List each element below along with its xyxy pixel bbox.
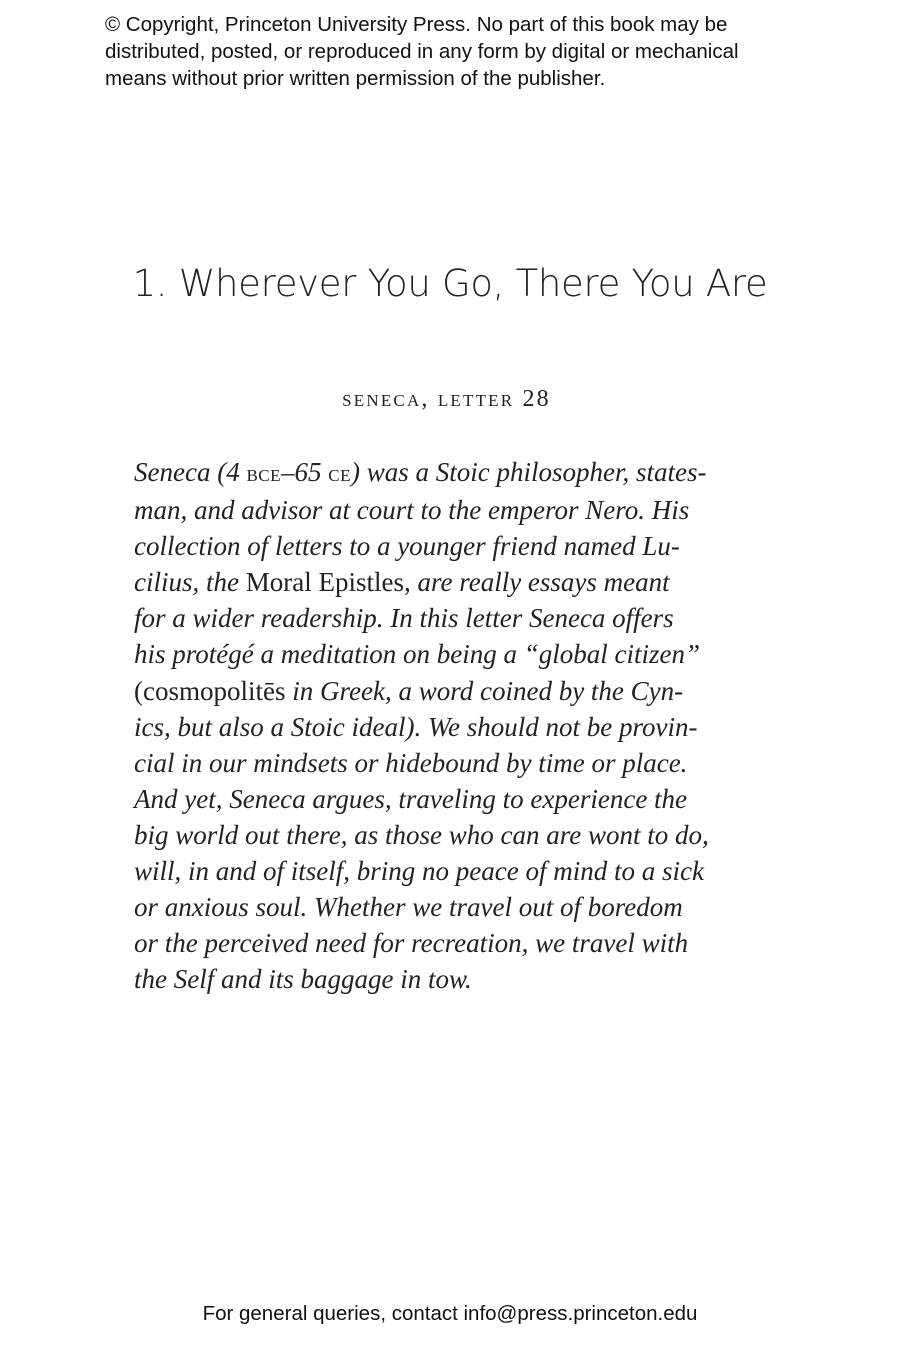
era-abbreviation: bce	[246, 461, 282, 487]
copyright-notice	[105, 11, 825, 92]
intro-line	[134, 564, 774, 600]
intro-line: will, in and of itself, bring no peace of mind to a sick	[134, 856, 704, 887]
intro-line: collection of letters to a younger friend named Lu-	[134, 531, 680, 562]
intro-line: cial in our mindsets or hidebound by time or place.	[134, 747, 688, 778]
copyright-line: means without prior written permission of the publisher.	[105, 67, 606, 90]
intro-text: , are really essays meant	[403, 567, 670, 598]
intro-line: or anxious soul. Whether we travel out of boredom	[134, 892, 683, 923]
intro-text: in Greek, a word coined by the Cyn-	[285, 675, 684, 706]
intro-line: man, and advisor at court to the emperor Nero. His	[134, 495, 690, 526]
intro-line: And yet, Seneca argues, traveling to experience the	[134, 783, 688, 814]
intro-text: (	[134, 675, 143, 706]
intro-line: big world out there, as those who can are wont to do,	[134, 819, 709, 850]
intro-line	[134, 454, 774, 492]
intro-line: his protégé a meditation on being a “global citizen”	[134, 639, 700, 670]
copyright-line: distributed, posted, or reproduced in any form by digital or mechanical	[105, 40, 739, 63]
book-title: Moral Epistles	[245, 567, 404, 598]
era-abbreviation: ce	[328, 461, 351, 487]
greek-term: cosmopolitēs	[143, 675, 286, 706]
chapter-source: seneca, letter 28	[342, 386, 551, 412]
intro-line: for a wider readership. In this letter Seneca offers	[134, 603, 674, 634]
intro-text: –65	[281, 457, 329, 487]
contact-footer: For general queries, contact info@press.princeton.edu	[202, 1302, 698, 1325]
chapter-introduction	[134, 454, 774, 997]
intro-line: the Self and its baggage in tow.	[134, 964, 472, 995]
intro-line	[134, 673, 774, 709]
chapter-title: 1. Wherever You Go, There You Are	[132, 262, 768, 305]
intro-text: cilius, the	[134, 567, 246, 598]
intro-text: Seneca (4	[134, 457, 247, 487]
copyright-line: © Copyright, Princeton University Press. No part of this book may be	[105, 13, 728, 36]
intro-text: ) was a Stoic philosopher, states-	[351, 457, 707, 487]
intro-line: ics, but also a Stoic ideal). We should not be provin-	[134, 711, 698, 742]
intro-line: or the perceived need for recreation, we travel with	[134, 928, 689, 959]
